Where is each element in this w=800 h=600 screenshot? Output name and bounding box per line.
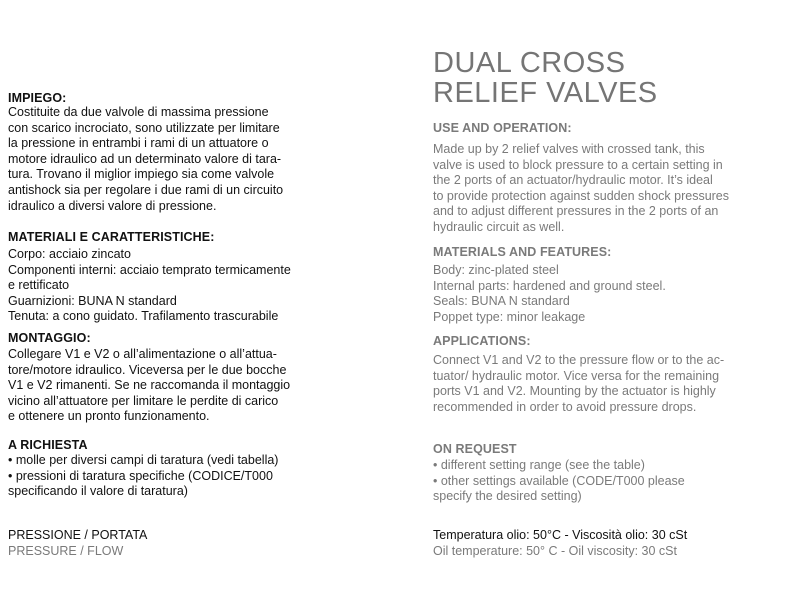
- oil-specs: [433, 528, 778, 559]
- applications-paragraph: [433, 353, 778, 415]
- material-line: Internal parts: hardened and ground steel.: [433, 278, 666, 293]
- paragraph-line: valve is used to block pressure to a certain setting in: [433, 157, 723, 172]
- richiesta-list: [8, 453, 338, 500]
- paragraph-line: ports V1 and V2. Mounting by the actuator is highly: [433, 384, 716, 399]
- materiali-list: [8, 247, 338, 325]
- temperatura-olio-label: Temperatura olio: 50°C - Viscosità olio: 30 cSt: [433, 528, 688, 542]
- paragraph-line: la pressione in entrambi i rami di un attuatore o: [8, 136, 269, 151]
- montaggio-paragraph: [8, 347, 338, 425]
- paragraph-line: tura. Trovano il miglior impiego sia come valvole: [8, 167, 275, 182]
- material-line: Seals: BUNA N standard: [433, 294, 570, 309]
- use-operation-paragraph: [433, 142, 778, 236]
- paragraph-line: con scarico incrociato, sono utilizzate per limitare: [8, 120, 280, 135]
- pressure-flow-labels: [8, 528, 338, 559]
- materials-features-heading: MATERIALS AND FEATURES:: [433, 245, 612, 259]
- title-line-1: DUAL CROSS: [433, 47, 626, 79]
- request-line: • other settings available (CODE/T000 please: [433, 473, 685, 488]
- paragraph-line: V1 e V2 rimanenti. Se ne raccomanda il montaggio: [8, 378, 291, 393]
- montaggio-heading: MONTAGGIO:: [8, 331, 91, 345]
- paragraph-line: tuator/ hydraulic motor. Vice versa for the remaining: [433, 368, 720, 383]
- paragraph-line: hydraulic circuit as well.: [433, 219, 565, 234]
- paragraph-line: Connect V1 and V2 to the pressure flow or to the ac-: [433, 353, 725, 367]
- request-line: • pressioni di taratura specifiche (CODICE/T000: [8, 468, 273, 483]
- pressione-portata-label: PRESSIONE / PORTATA: [8, 528, 148, 542]
- request-line: specificando il valore di taratura): [8, 484, 188, 499]
- paragraph-line: Costituite da due valvole di massima pressione: [8, 105, 269, 119]
- applications-heading: APPLICATIONS:: [433, 334, 531, 348]
- impiego-heading: IMPIEGO:: [8, 91, 67, 105]
- use-operation-heading: USE AND OPERATION:: [433, 121, 572, 135]
- paragraph-line: e ottenere un pronto funzionamento.: [8, 409, 210, 424]
- pressure-flow-label: PRESSURE / FLOW: [8, 543, 124, 558]
- request-line: • different setting range (see the table): [433, 458, 645, 472]
- paragraph-line: Collegare V1 e V2 o all’alimentazione o all’attua-: [8, 347, 277, 361]
- impiego-paragraph: [8, 105, 338, 214]
- paragraph-line: idraulico a diversi valore di pressione.: [8, 198, 217, 213]
- title-line-2: RELIEF VALVES: [433, 77, 658, 109]
- paragraph-line: recommended in order to avoid pressure drops.: [433, 399, 697, 414]
- page-title: [433, 48, 778, 108]
- material-line: Tenuta: a cono guidato. Trafilamento trascurabile: [8, 309, 279, 324]
- paragraph-line: tore/motore idraulico. Viceversa per le due bocche: [8, 362, 287, 377]
- oil-temperature-label: Oil temperature: 50° C - Oil viscosity: 30 cSt: [433, 543, 677, 558]
- on-request-heading: ON REQUEST: [433, 442, 517, 456]
- request-line: • molle per diversi campi di taratura (vedi tabella): [8, 453, 279, 467]
- material-line: Corpo: acciaio zincato: [8, 247, 131, 261]
- materiali-heading: MATERIALI E CARATTERISTICHE:: [8, 230, 215, 244]
- material-line: Componenti interni: acciaio temprato termicamente: [8, 262, 291, 277]
- request-line: specify the desired setting): [433, 489, 582, 504]
- material-line: Guarnizioni: BUNA N standard: [8, 293, 177, 308]
- on-request-list: [433, 458, 778, 505]
- richiesta-heading: A RICHIESTA: [8, 438, 88, 452]
- material-line: Poppet type: minor leakage: [433, 309, 586, 324]
- paragraph-line: the 2 ports of an actuator/hydraulic motor. It’s ideal: [433, 173, 713, 188]
- materials-list: [433, 263, 778, 325]
- paragraph-line: antishock sia per regolare i due rami di un circuito: [8, 182, 284, 197]
- paragraph-line: and to adjust different pressures in the 2 ports of an: [433, 204, 719, 219]
- material-line: Body: zinc-plated steel: [433, 263, 559, 277]
- material-line: e rettificato: [8, 278, 70, 293]
- paragraph-line: Made up by 2 relief valves with crossed tank, this: [433, 142, 705, 156]
- paragraph-line: vicino all’attuatore per limitare le perdite di carico: [8, 393, 279, 408]
- paragraph-line: to provide protection against sudden shock pressures: [433, 188, 730, 203]
- paragraph-line: motore idraulico ad un determinato valore di tara-: [8, 151, 282, 166]
